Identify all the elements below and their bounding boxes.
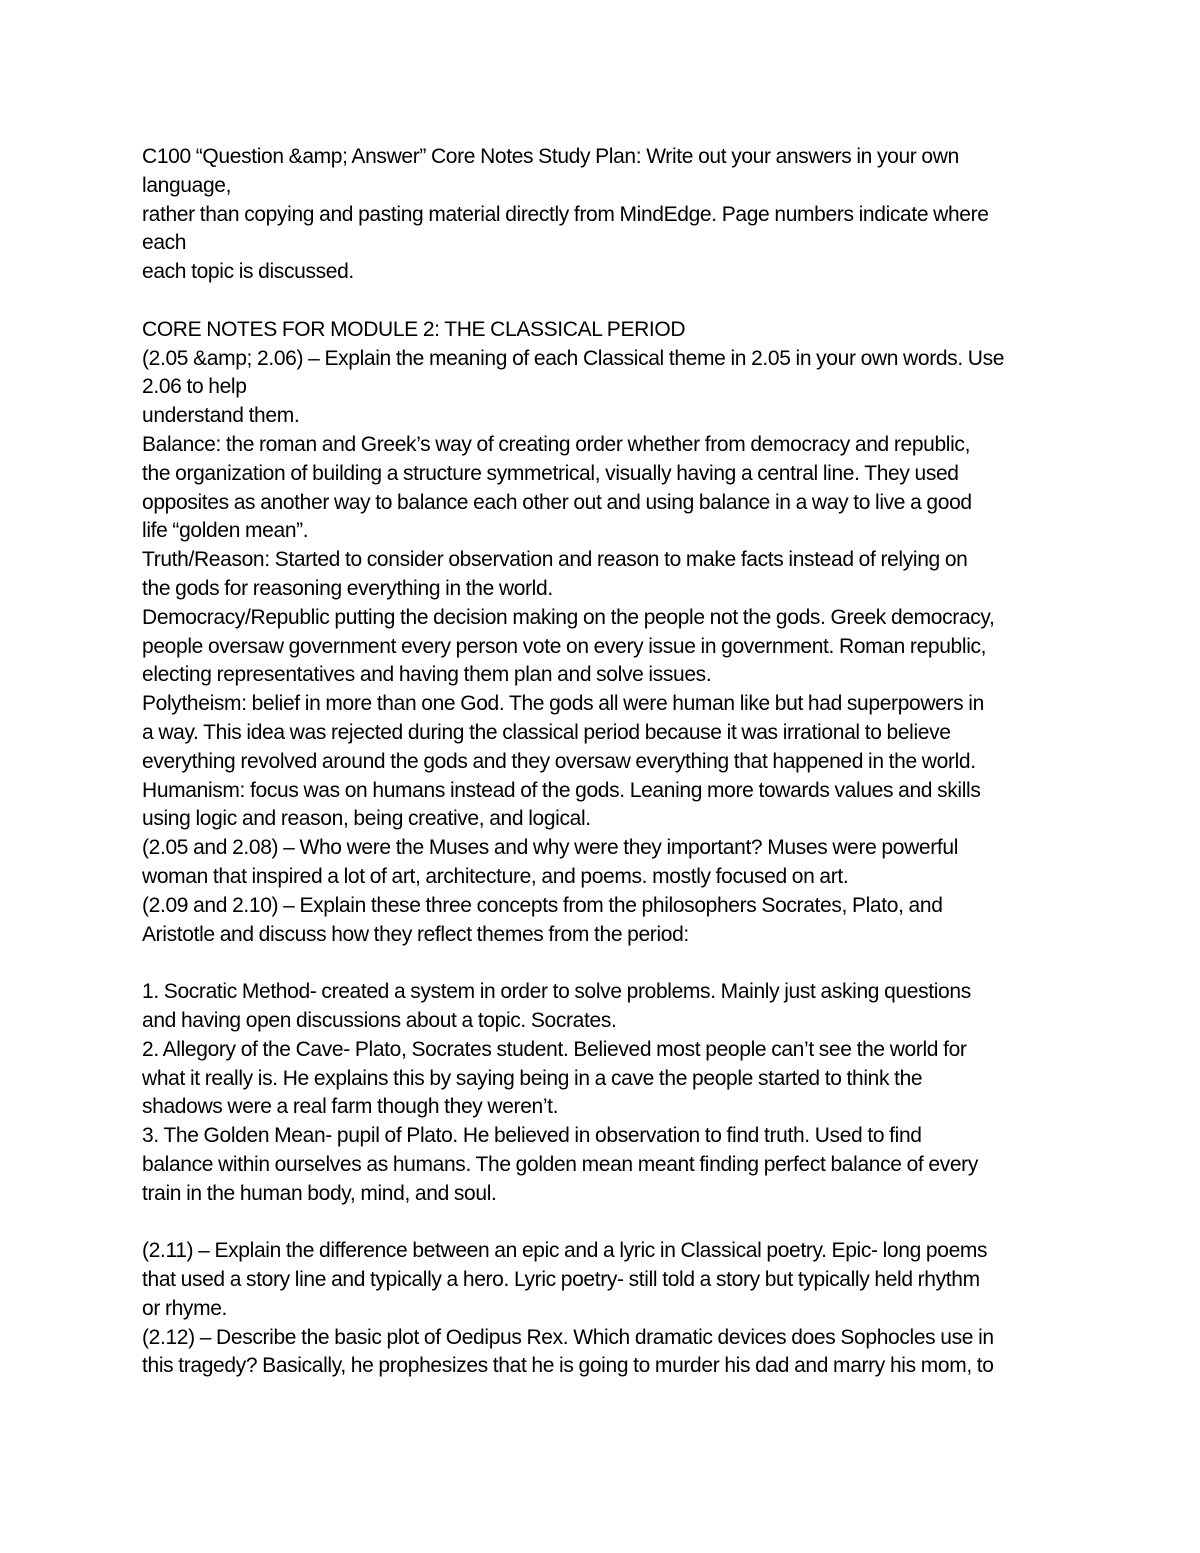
blank-line bbox=[142, 287, 1082, 316]
text-line: (2.12) – Describe the basic plot of Oedipus Rex. Which dramatic devices does Sophocles use in bbox=[142, 1325, 994, 1349]
text-line: (2.05 &amp; 2.06) – Explain the meaning of each Classical theme in 2.05 in your own words. Use bbox=[142, 346, 1005, 370]
text-line: people oversaw government every person vote on every issue in government. Roman republic, bbox=[142, 634, 987, 658]
text-line: everything revolved around the gods and they oversaw everything that happened in the world. bbox=[142, 749, 976, 773]
document-body bbox=[142, 143, 1082, 1381]
text-line: understand them. bbox=[142, 404, 300, 428]
text-line: that used a story line and typically a hero. Lyric poetry- still told a story but typically held rhythm bbox=[142, 1268, 980, 1292]
blank-line bbox=[142, 1208, 1082, 1237]
text-line: using logic and reason, being creative, and logical. bbox=[142, 807, 591, 831]
section-heading: CORE NOTES FOR MODULE 2: THE CLASSICAL PERIOD bbox=[142, 317, 686, 341]
text-line: Aristotle and discuss how they reflect themes from the period: bbox=[142, 922, 689, 946]
text-line: Humanism: focus was on humans instead of the gods. Leaning more towards values and skills bbox=[142, 778, 981, 802]
text-line: or rhyme. bbox=[142, 1296, 228, 1320]
text-line: 2.06 to help bbox=[142, 375, 247, 399]
text-line: (2.05 and 2.08) – Who were the Muses and why were they important? Muses were powerful bbox=[142, 836, 959, 860]
blank-line bbox=[142, 949, 1082, 978]
text-line: shadows were a real farm though they weren’t. bbox=[142, 1095, 559, 1119]
text-line: opposites as another way to balance each other out and using balance in a way to live a good bbox=[142, 490, 972, 514]
text-line: 3. The Golden Mean- pupil of Plato. He believed in observation to find truth. Used to find bbox=[142, 1124, 922, 1148]
text-line: the organization of building a structure symmetrical, visually having a central line. They used bbox=[142, 461, 959, 485]
text-line: C100 “Question &amp; Answer” Core Notes Study Plan: Write out your answers in your own bbox=[142, 145, 959, 168]
text-line: 1. Socratic Method- created a system in order to solve problems. Mainly just asking questions bbox=[142, 980, 971, 1004]
text-line: rather than copying and pasting material directly from MindEdge. Page numbers indicate where bbox=[142, 202, 989, 226]
text-line: language, bbox=[142, 173, 232, 197]
text-line: 2. Allegory of the Cave- Plato, Socrates student. Believed most people can’t see the world for bbox=[142, 1037, 967, 1061]
text-line: Truth/Reason: Started to consider observation and reason to make facts instead of relying on bbox=[142, 548, 968, 572]
text-line: balance within ourselves as humans. The golden mean meant finding perfect balance of every bbox=[142, 1152, 978, 1176]
text-line: this tragedy? Basically, he prophesizes that he is going to murder his dad and marry his mom, to bbox=[142, 1354, 994, 1378]
text-line: Balance: the roman and Greek’s way of creating order whether from democracy and republic, bbox=[142, 432, 971, 456]
text-line: electing representatives and having them plan and solve issues. bbox=[142, 663, 712, 687]
text-line: (2.11) – Explain the difference between an epic and a lyric in Classical poetry. Epic- long poems bbox=[142, 1239, 988, 1263]
text-line: each bbox=[142, 231, 187, 255]
text-line: and having open discussions about a topic. Socrates. bbox=[142, 1008, 617, 1032]
text-line: life “golden mean”. bbox=[142, 519, 309, 543]
text-line: the gods for reasoning everything in the world. bbox=[142, 576, 553, 600]
text-line: Polytheism: belief in more than one God. The gods all were human like but had superpowers in bbox=[142, 692, 984, 716]
text-line: train in the human body, mind, and soul. bbox=[142, 1181, 497, 1205]
text-line: Democracy/Republic putting the decision making on the people not the gods. Greek democracy, bbox=[142, 605, 995, 629]
text-line: a way. This idea was rejected during the classical period because it was irrational to believe bbox=[142, 720, 951, 744]
text-line: (2.09 and 2.10) – Explain these three concepts from the philosophers Socrates, Plato, and bbox=[142, 893, 943, 917]
text-line: each topic is discussed. bbox=[142, 260, 354, 284]
text-line: woman that inspired a lot of art, architecture, and poems. mostly focused on art. bbox=[142, 864, 849, 888]
text-line: what it really is. He explains this by saying being in a cave the people started to think the bbox=[142, 1066, 923, 1090]
